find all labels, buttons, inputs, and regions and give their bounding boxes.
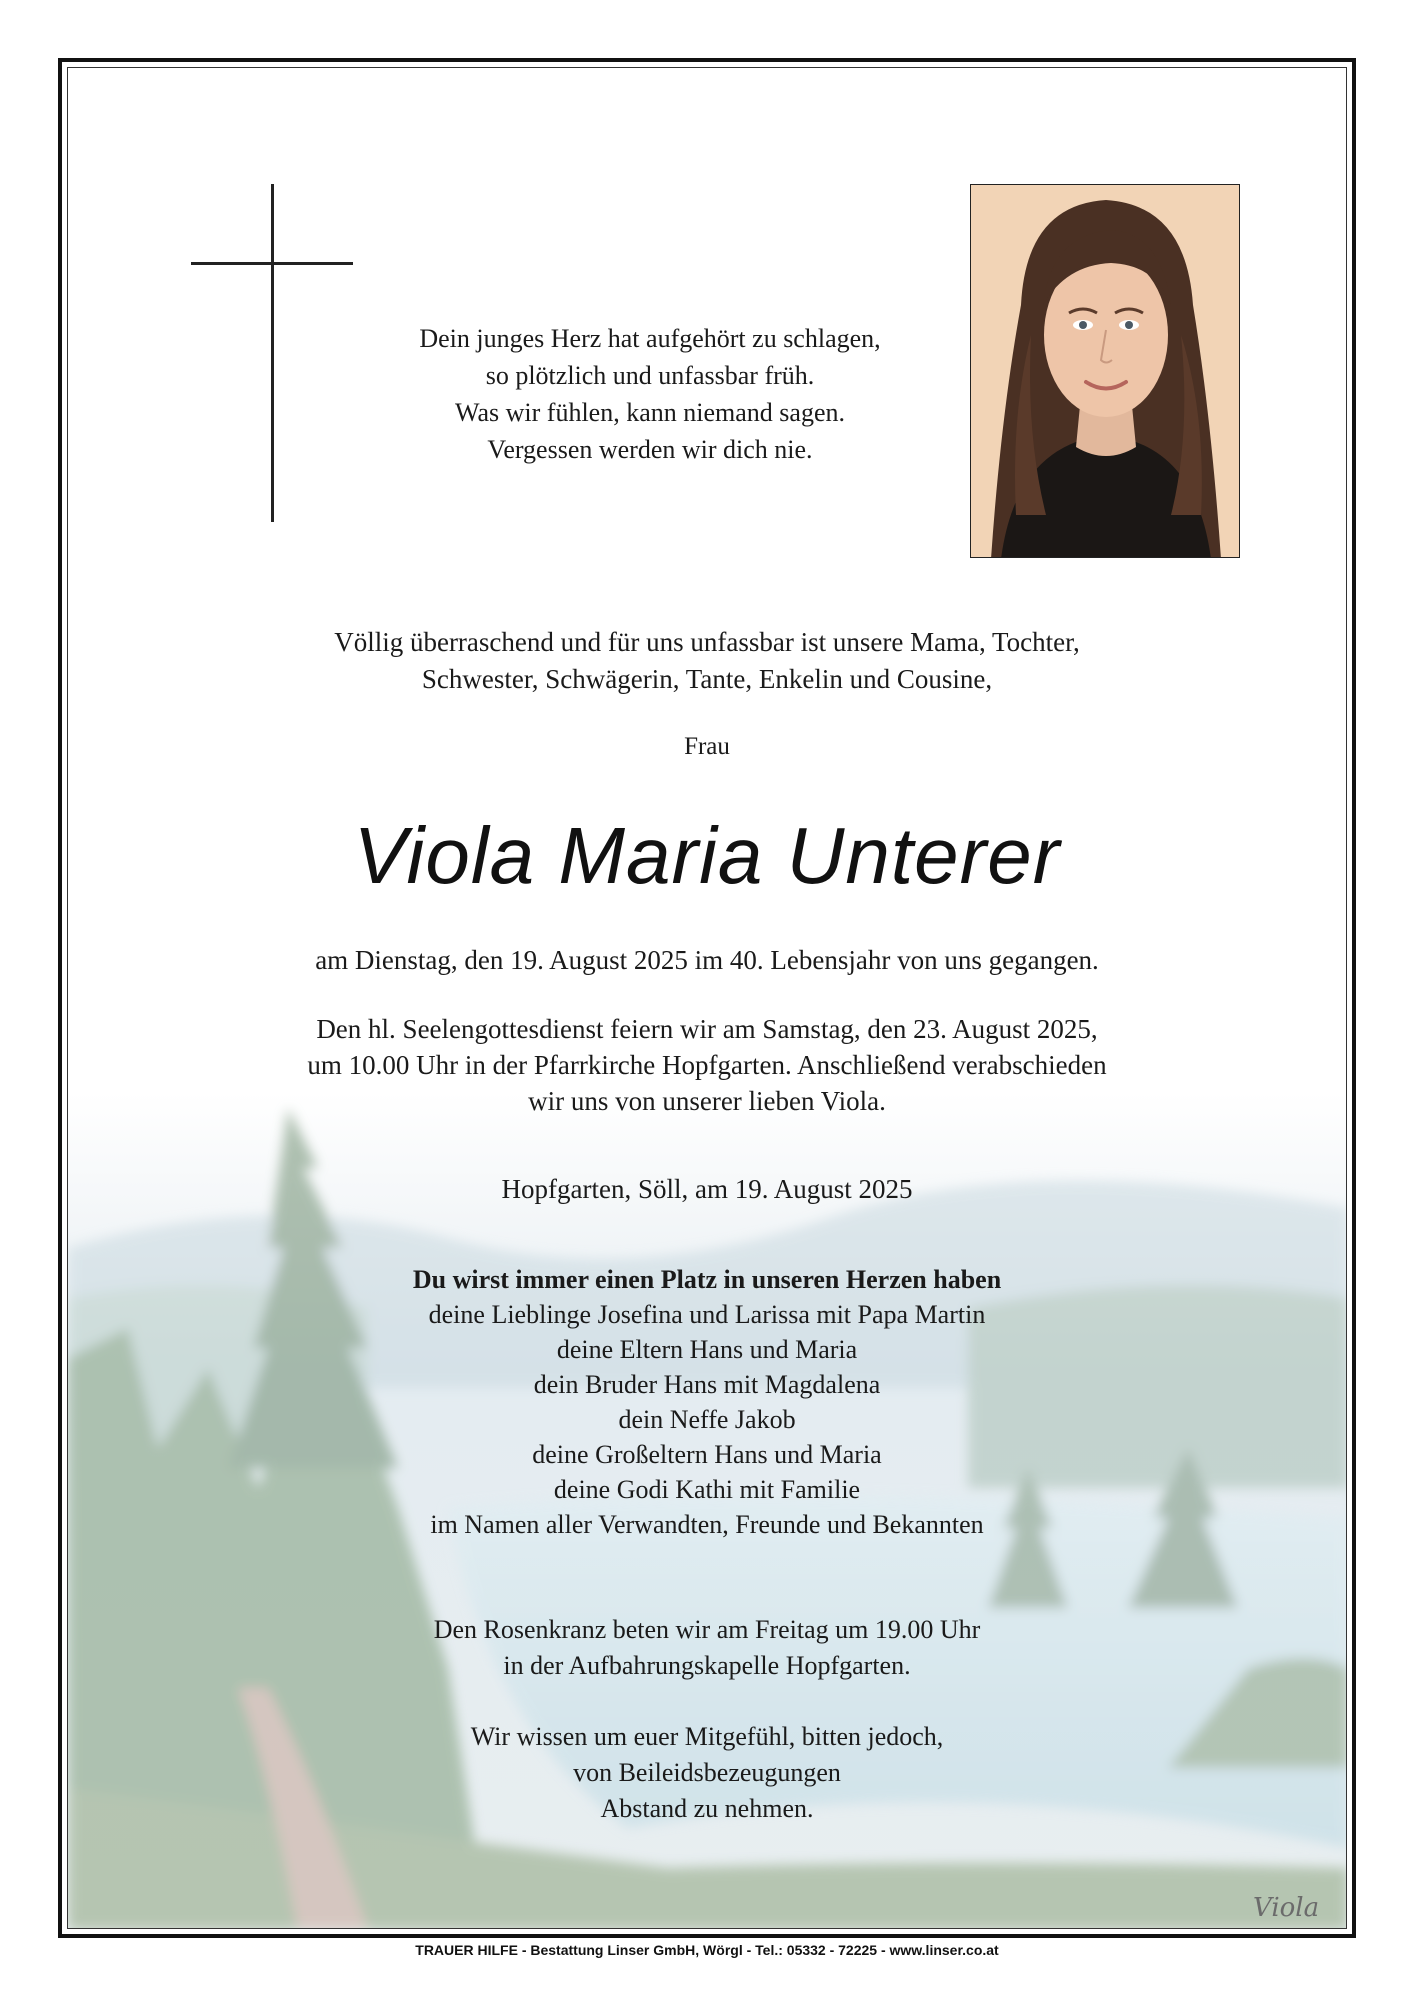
funeral-mass-info <box>0 1011 1414 1119</box>
mourners-list <box>0 1262 1414 1542</box>
cross-horizontal-bar <box>191 262 353 265</box>
deceased-name: Viola Maria Unterer <box>353 811 1061 900</box>
portrait-photo <box>970 184 1240 558</box>
salutation: Frau <box>684 733 730 760</box>
mass-line: Den hl. Seelengottesdienst feiern wir am Samstag, den 23. August 2025, <box>316 1014 1098 1044</box>
condolences-line: von Beileidsbezeugungen <box>573 1758 841 1787</box>
rosary-line: in der Aufbahrungskapelle Hopfgarten. <box>503 1651 911 1680</box>
portrait-illustration <box>971 185 1240 558</box>
poem <box>300 320 1000 468</box>
condolences-line: Abstand zu nehmen. <box>600 1794 814 1823</box>
condolences-note <box>0 1719 1414 1827</box>
rosary-info <box>0 1612 1414 1684</box>
mourner-line: deine Lieblinge Josefina und Larissa mit Papa Martin <box>428 1300 986 1329</box>
intro-line: Völlig überraschend und für uns unfassbar ist unsere Mama, Tochter, <box>334 627 1080 657</box>
rosary-line: Den Rosenkranz beten wir am Freitag um 19.00 Uhr <box>433 1615 981 1644</box>
mourner-line: deine Eltern Hans und Maria <box>556 1335 858 1364</box>
mourners-heading: Du wirst immer einen Platz in unseren Herzen haben <box>412 1265 1002 1294</box>
mass-line: um 10.00 Uhr in der Pfarrkirche Hopfgarten. Anschließend verabschieden <box>307 1050 1107 1080</box>
place-and-date: Hopfgarten, Söll, am 19. August 2025 <box>501 1174 913 1204</box>
poem-line: so plötzlich und unfassbar früh. <box>485 361 815 390</box>
mourner-line: dein Neffe Jakob <box>618 1405 796 1434</box>
mourner-line: deine Godi Kathi mit Familie <box>553 1475 861 1504</box>
intro-text <box>0 624 1414 698</box>
mourner-line: deine Großeltern Hans und Maria <box>532 1440 882 1469</box>
mourner-line: dein Bruder Hans mit Magdalena <box>533 1370 881 1399</box>
mass-line: wir uns von unserer lieben Viola. <box>528 1086 886 1116</box>
death-statement: am Dienstag, den 19. August 2025 im 40. Lebensjahr von uns gegangen. <box>315 945 1099 975</box>
poem-line: Was wir fühlen, kann niemand sagen. <box>455 398 845 427</box>
poem-line: Dein junges Herz hat aufgehört zu schlagen, <box>419 324 881 353</box>
condolences-line: Wir wissen um euer Mitgefühl, bitten jedoch, <box>470 1722 944 1751</box>
cross-vertical-bar <box>271 184 274 522</box>
intro-line: Schwester, Schwägerin, Tante, Enkelin und Cousine, <box>421 664 993 694</box>
mourner-line: im Namen aller Verwandten, Freunde und Bekannten <box>430 1510 984 1539</box>
poem-line: Vergessen werden wir dich nie. <box>487 435 813 464</box>
painting-signature: Viola <box>1253 1893 1320 1923</box>
footer-undertaker-info: TRAUER HILFE - Bestattung Linser GmbH, Wörgl - Tel.: 05332 - 72225 - www.linser.co.at <box>415 1942 999 1958</box>
